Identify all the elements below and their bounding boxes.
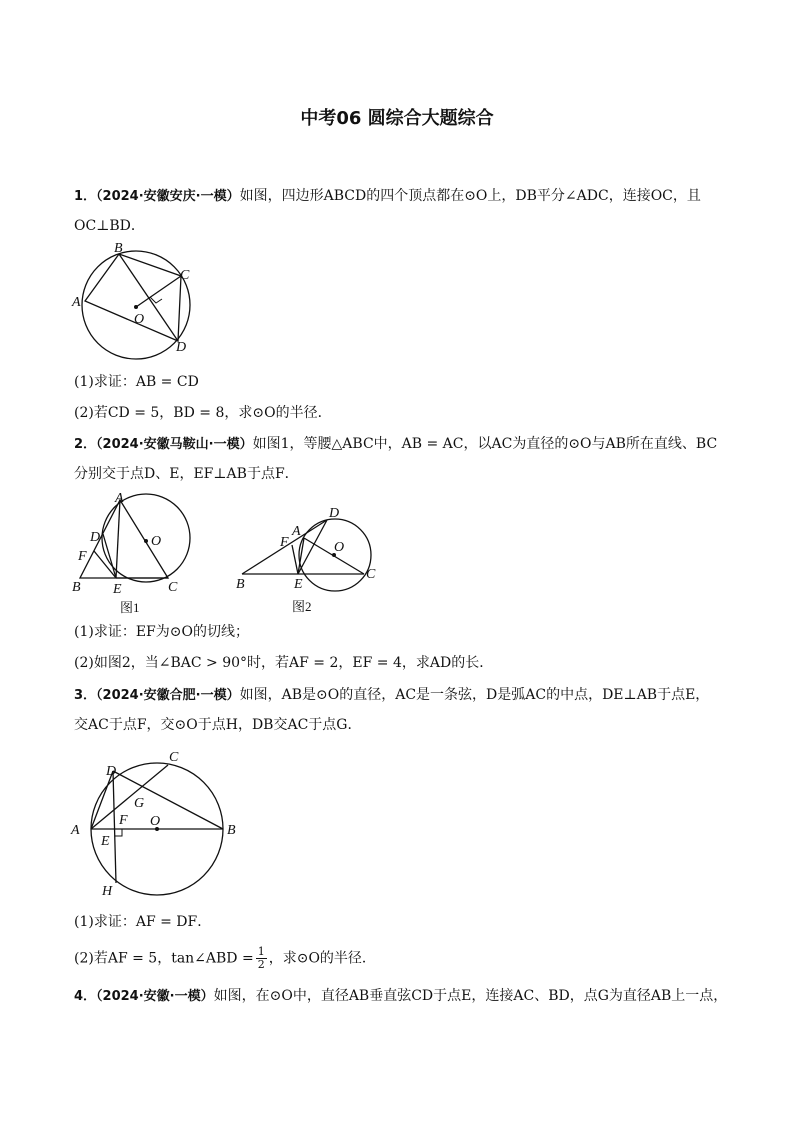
q1-label-b: B: [114, 241, 123, 256]
q2-part2: (2)如图2，当∠BAC > 90°时，若AF = 2，EF = 4，求AD的长．: [74, 655, 494, 671]
q1-stem-text1: 如图，四边形ABCD的四个顶点都在⊙O上，DB平分∠ADC，连接OC，且: [239, 188, 701, 204]
q2-number: 2．: [74, 437, 97, 452]
q3-right-angle-mark: [115, 829, 122, 836]
q2-part1: (1)求证：EF为⊙O的切线；: [74, 624, 249, 640]
q2-f2-segment-ef: [292, 545, 298, 574]
q3-label-g: G: [134, 796, 145, 811]
q1-part2: (2)若CD = 5，BD = 8，求⊙O的半径．: [74, 405, 332, 421]
q1-source: （2024·安徽安庆·一模）: [96, 189, 240, 204]
q2-stem-line1: [74, 434, 734, 455]
q2-f1-label-b: B: [72, 580, 81, 595]
q3-label-f: F: [119, 813, 128, 828]
q1-center-dot: [134, 305, 138, 309]
q3-label-e: E: [101, 834, 110, 849]
q3-source: （2024·安徽合肥·一模）: [96, 688, 240, 703]
q2-f2-label-o: O: [334, 540, 345, 555]
q1-segment-oc: [136, 276, 181, 307]
q2-fig1-caption: 图1: [120, 600, 140, 615]
q3-chord-dh: [113, 771, 116, 883]
q2-f2-label-e: E: [294, 577, 303, 592]
q3-fraction-numerator: 1: [257, 945, 265, 958]
page-title: 中考06 圆综合大题综合: [300, 108, 494, 129]
q3-fraction: [256, 946, 267, 971]
q2-f1-label-o: O: [151, 534, 162, 549]
q1-figure: [70, 241, 200, 365]
q3-chord-db: [113, 771, 223, 829]
q2-f1-label-e: E: [113, 582, 122, 597]
q4-number: 4．: [74, 989, 97, 1004]
q1-part1: (1)求证：AB = CD: [74, 374, 199, 390]
q3-stem-line1: [74, 685, 734, 706]
q3-label-d: D: [106, 764, 117, 779]
q2-f1-center-dot: [144, 539, 148, 543]
q3-stem-text1: 如图，AB是⊙O的直径，AC是一条弦，D是弧AC的中点，DE⊥AB于点E，: [239, 687, 710, 703]
q2-f2-label-d: D: [329, 506, 340, 521]
q3-part2-a: (2)若AF = 5，tan∠ABD =: [74, 950, 254, 967]
q2-figure1: [70, 490, 200, 620]
q3-part2: [74, 946, 734, 971]
q1-number: 1．: [74, 189, 97, 204]
q2-stem-text1: 如图1，等腰△ABC中，AB = AC，以AC为直径的⊙O与AB所在直线、BC: [252, 436, 718, 452]
q3-fraction-denominator: 2: [257, 958, 265, 971]
q4-stem-text1: 如图，在⊙O中，直径AB垂直弦CD于点E，连接AC、BD，点G为直径AB上一点，: [213, 988, 728, 1004]
q1-stem-line1: [74, 186, 734, 207]
q1-label-o: O: [134, 312, 145, 327]
q1-label-d: D: [176, 340, 187, 355]
q2-fig2-caption: 图2: [292, 599, 312, 614]
q3-label-h: H: [102, 884, 113, 899]
q2-source: （2024·安徽马鞍山·一模）: [96, 437, 253, 452]
q3-label-b: B: [227, 823, 236, 838]
q2-f1-label-c: C: [168, 580, 178, 595]
q2-f2-label-b: B: [236, 577, 245, 592]
q4-stem-line1: [74, 986, 734, 1007]
q1-quadrilateral: [85, 254, 181, 341]
q3-figure: [68, 743, 248, 903]
q3-number: 3．: [74, 688, 97, 703]
q2-f1-segment-ae: [116, 500, 120, 578]
q2-f1-label-d: D: [90, 530, 101, 545]
q4-source: （2024·安徽·一模）: [96, 989, 214, 1004]
q3-part1: (1)求证：AF = DF．: [74, 914, 212, 930]
q2-stem-line2: 分别交于点D、E，EF⊥AB于点F．: [74, 466, 299, 482]
q2-f1-circle: [102, 494, 190, 582]
q2-f2-label-c: C: [366, 567, 376, 582]
q3-stem-line2: 交AC于点F，交⊙O于点H，DB交AC于点G．: [74, 717, 362, 733]
q2-f1-segment-de: [103, 534, 116, 578]
q2-figure2: [230, 500, 390, 620]
q2-f1-label-f: F: [78, 549, 87, 564]
q2-f2-label-f: F: [280, 535, 289, 550]
q2-f2-label-a: A: [292, 524, 301, 539]
q3-label-o: O: [150, 814, 161, 829]
q3-part2-b: ，求⊙O的半径．: [268, 950, 376, 967]
q1-label-c: C: [180, 268, 190, 283]
q2-f1-label-a: A: [115, 491, 124, 506]
q3-label-c: C: [169, 750, 179, 765]
q1-label-a: A: [72, 295, 81, 310]
q3-label-a: A: [71, 823, 80, 838]
q1-stem-line2: OC⊥BD．: [74, 218, 145, 234]
